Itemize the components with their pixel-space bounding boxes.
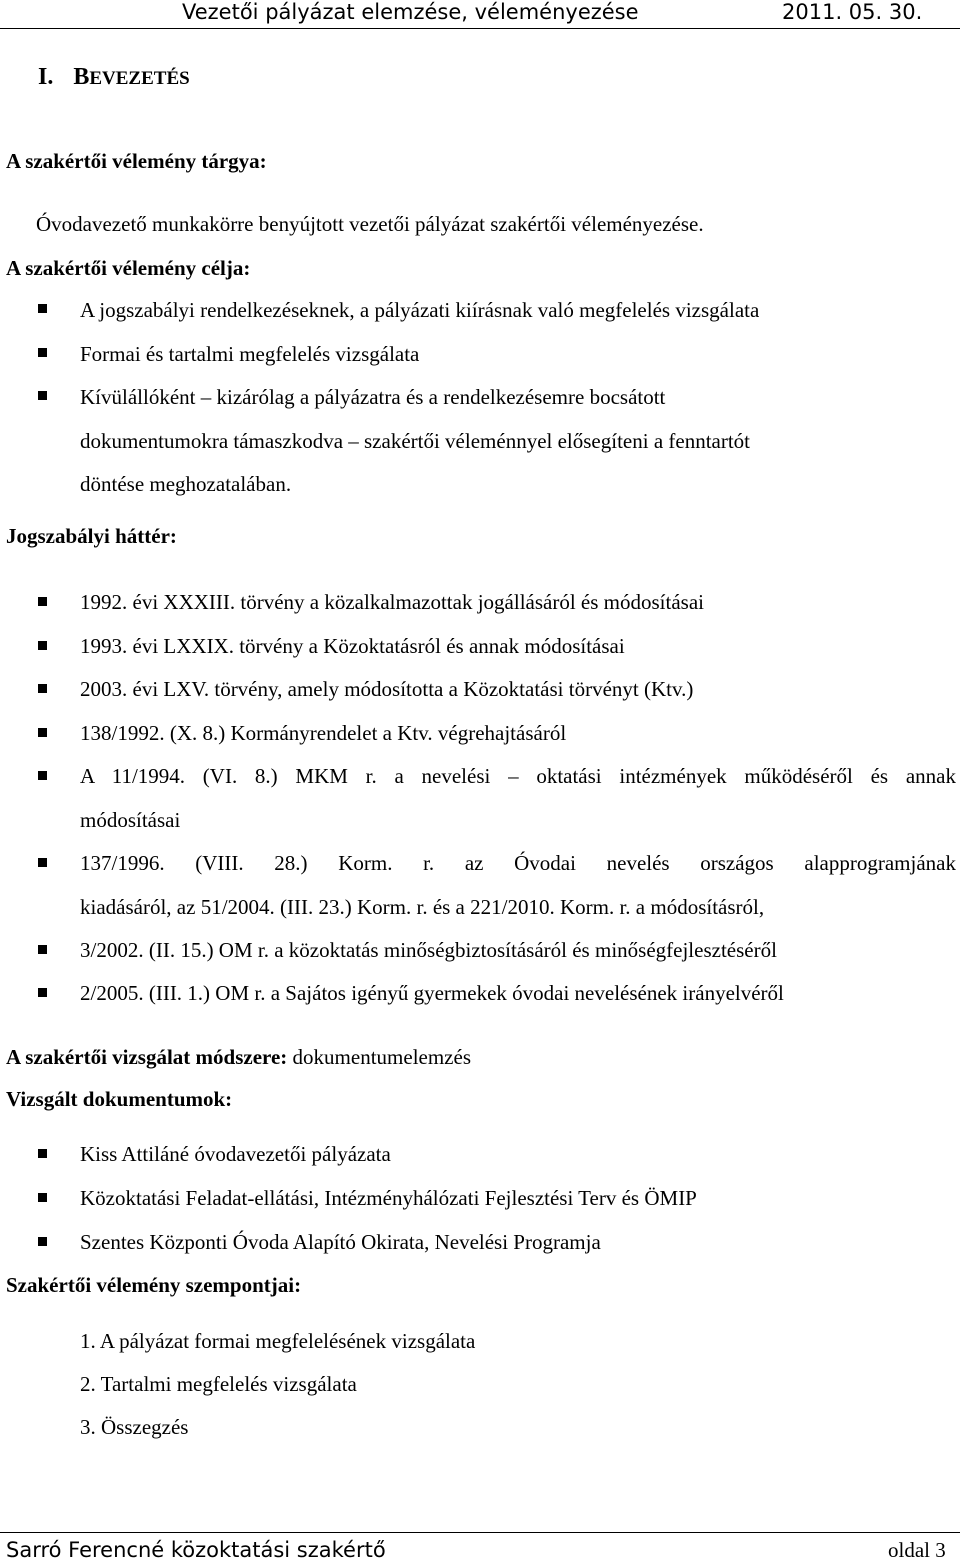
legal-item: 1993. évi LXXIX. törvény a Közoktatásról és annak módosításai [80, 634, 625, 658]
footer-author: Sarró Ferencné közoktatási szakértő [6, 1538, 386, 1562]
bullet-icon [38, 304, 47, 313]
document-item: Kiss Attiláné óvodavezetői pályázata [80, 1142, 391, 1166]
legal-item: A 11/1994. (VI. 8.) MKM r. a nevelési – oktatási intézmények működéséről és annak [80, 764, 956, 788]
purpose-item-continuation: döntése meghozatalában. [80, 472, 292, 496]
legal-item: 1992. évi XXXIII. törvény a közalkalmazottak jogállásáról és módosításai [80, 590, 704, 614]
bullet-icon [38, 1149, 47, 1158]
bullet-icon [38, 988, 47, 997]
purpose-item: A jogszabályi rendelkezéseknek, a pályázati kiírásnak való megfelelés vizsgálata [80, 298, 760, 322]
criteria-item: 1. A pályázat formai megfelelésének vizsgálata [80, 1329, 476, 1353]
legal-item: 137/1996. (VIII. 28.) Korm. r. az Óvodai nevelés országos alapprogramjának [80, 851, 956, 875]
bullet-icon [38, 348, 47, 357]
bullet-icon [38, 1237, 47, 1246]
legal-item: 138/1992. (X. 8.) Kormányrendelet a Ktv. végrehajtásáról [80, 721, 567, 745]
legal-item: 3/2002. (II. 15.) OM r. a közoktatás minőségbiztosításáról és minőségfejlesztéséről [80, 938, 777, 962]
header-date: 2011. 05. 30. [782, 0, 923, 24]
bullet-icon [38, 597, 47, 606]
subject-heading: A szakértői vélemény tárgya: [6, 149, 267, 173]
legal-heading: Jogszabályi háttér: [6, 524, 177, 548]
legal-item-continuation: módosításai [80, 808, 181, 832]
bullet-icon [38, 728, 47, 737]
document-item: Közoktatási Feladat-ellátási, Intézményhálózati Fejlesztési Terv és ÖMIP [80, 1186, 697, 1210]
method-line [6, 1043, 471, 1071]
footer-page-number: oldal 3 [888, 1538, 946, 1562]
header-divider [0, 28, 960, 29]
bullet-icon [38, 945, 47, 954]
criteria-item: 2. Tartalmi megfelelés vizsgálata [80, 1372, 357, 1396]
purpose-item: Formai és tartalmi megfelelés vizsgálata [80, 342, 420, 366]
legal-item: 2/2005. (III. 1.) OM r. a Sajátos igényű gyermekek óvodai nevelésének irányelvéről [80, 981, 784, 1005]
purpose-heading: A szakértői vélemény célja: [6, 256, 251, 280]
footer-divider [0, 1532, 960, 1533]
section-title-first: B [73, 64, 90, 90]
method-value: dokumentumelemzés [287, 1045, 471, 1069]
header-title: Vezetői pályázat elemzése, véleményezése [182, 0, 639, 24]
document-item: Szentes Központi Óvoda Alapító Okirata, Nevelési Programja [80, 1230, 601, 1254]
bullet-icon [38, 641, 47, 650]
subject-text: Óvodavezető munkakörre benyújtott vezetői pályázat szakértői véleményezése. [36, 212, 704, 236]
purpose-item: Kívülállóként – kizárólag a pályázatra és a rendelkezésemre bocsátott [80, 385, 666, 409]
legal-item: 2003. évi LXV. törvény, amely módosította a Közoktatási törvényt (Ktv.) [80, 677, 694, 701]
bullet-icon [38, 771, 47, 780]
purpose-item-continuation: dokumentumokra támaszkodva – szakértői véleménnyel elősegíteni a fenntartót [80, 429, 751, 453]
method-label: A szakértői vizsgálat módszere: [6, 1045, 288, 1069]
section-title [38, 64, 190, 91]
bullet-icon [38, 1193, 47, 1202]
bullet-icon [38, 684, 47, 693]
bullet-icon [38, 858, 47, 867]
criteria-heading: Szakértői vélemény szempontjai: [6, 1273, 302, 1297]
bullet-icon [38, 391, 47, 400]
section-title-rest: EVEZETÉS [89, 68, 190, 89]
documents-heading: Vizsgált dokumentumok: [6, 1087, 233, 1111]
criteria-item: 3. Összegzés [80, 1415, 189, 1439]
legal-item-continuation: kiadásáról, az 51/2004. (III. 23.) Korm. r. és a 221/2010. Korm. r. a módosításról, [80, 895, 765, 919]
section-number: I. [38, 64, 54, 90]
